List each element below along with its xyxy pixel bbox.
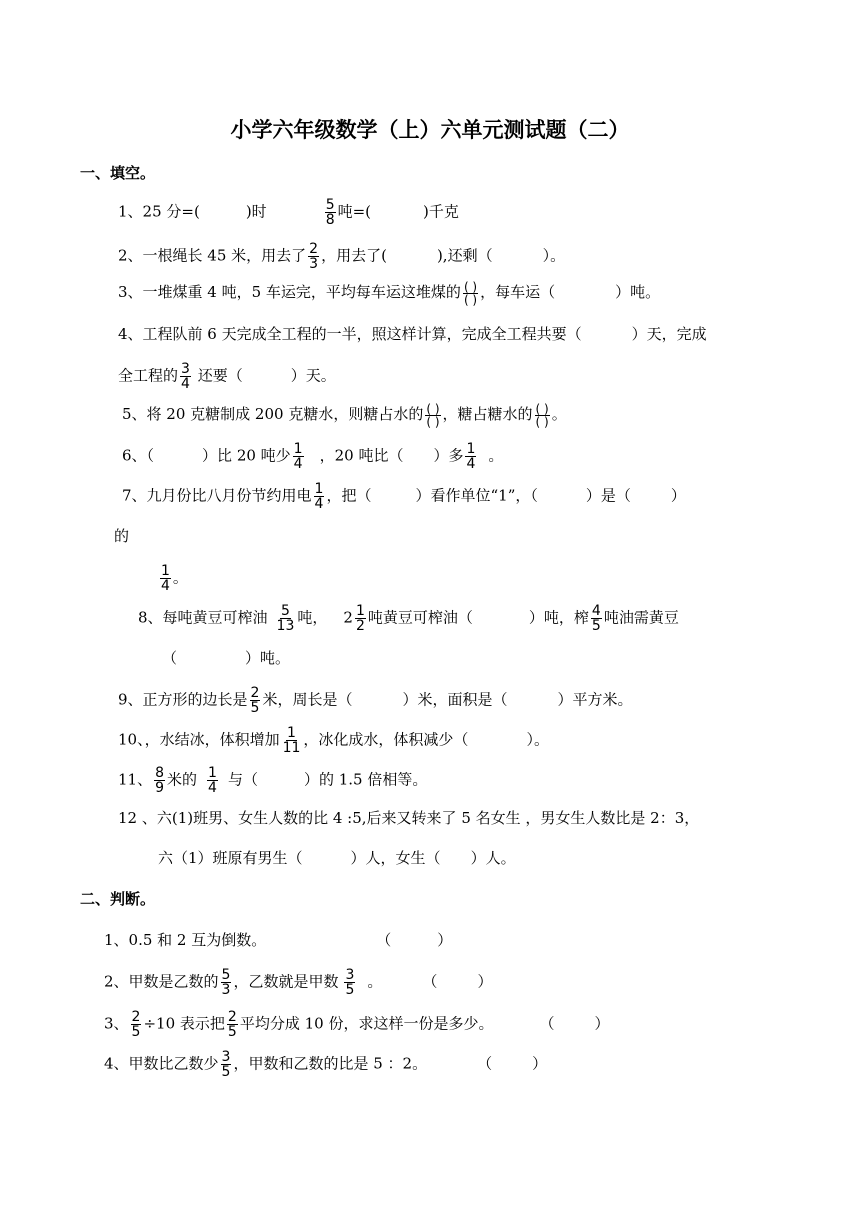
text: （ [477, 1054, 493, 1073]
text: 6、（ [122, 446, 155, 465]
fill-question-11 [118, 766, 427, 795]
fraction: $\frac{5}{8}$ [325, 197, 335, 228]
text: ),还剩（ [436, 246, 493, 265]
fill-question-3 [118, 280, 660, 306]
text: ，把（ [326, 486, 372, 505]
text: ，用去了( [321, 246, 387, 265]
text: ，糖占糖水的 [442, 405, 533, 423]
fill-question-7-cont: 的 [114, 527, 130, 545]
fraction: $\frac{4}{5}$ [591, 603, 601, 634]
fill-question-4 [118, 322, 707, 346]
page-title: 小学六年级数学（上）六单元测试题（二） [230, 118, 630, 142]
whole-number: 2 [343, 608, 353, 627]
text: 平均分成 10 份，求这样一份是多少。 [239, 1014, 494, 1033]
fill-question-7-fraction [158, 564, 188, 593]
text: ）天，完成 [631, 325, 707, 343]
text: ）吨。 [245, 649, 291, 667]
text: （ [376, 931, 392, 949]
judge-question-4 [104, 1050, 547, 1079]
fill-question-7 [122, 482, 686, 511]
fraction: $\frac{1}{4}$ [466, 441, 476, 472]
text: ）吨。 [615, 283, 661, 301]
text: 3、一堆煤重 4 吨，5 车运完，平均每车运这堆煤的 [118, 283, 461, 301]
text: ）比 20 吨少 [202, 446, 291, 465]
text: ）。 [526, 730, 549, 749]
text: 4、工程队前 6 天完成全工程的一半，照这样计算，完成全工程共要（ [118, 325, 582, 343]
text: 米的 [167, 770, 198, 789]
text: ，甲数和乙数的比是 5 ：2。 [233, 1054, 428, 1073]
fraction: $\frac{3}{4}$ [181, 361, 190, 392]
fill-question-8-cont [162, 646, 290, 670]
fill-question-5 [122, 402, 567, 428]
text: 2、一根绳长 45 米，用去了 [118, 246, 307, 265]
fill-question-2 [118, 242, 565, 271]
text: ）吨，榨 [528, 608, 589, 627]
text: ）人，女生（ [350, 849, 441, 867]
text: 5、将 20 克糖制成 200 克糖水，则糖占水的 [122, 405, 424, 423]
text: 吨=( [337, 202, 372, 221]
text: 与（ [227, 770, 258, 789]
fraction: $\frac{2}{5}$ [227, 1009, 237, 1040]
text: 2、甲数是乙数的 [104, 972, 219, 991]
text: ）天。 [290, 366, 336, 385]
fill-question-12-cont [158, 846, 516, 870]
judge-question-1 [104, 928, 452, 952]
text: ） [477, 972, 493, 991]
text: ）米，面积是（ [402, 690, 508, 709]
judge-question-3 [104, 1010, 609, 1039]
section-fill-heading: 一、填空。 [80, 164, 156, 182]
fraction: $\frac{2}{3}$ [309, 241, 319, 272]
fraction: $\frac{1}{11}$ [282, 725, 301, 756]
fraction: $\frac{8}{9}$ [155, 765, 165, 796]
text: 7、九月份比八月份节约用电 [122, 486, 312, 505]
text: 。 [367, 972, 383, 991]
fill-question-8 [138, 604, 679, 633]
text: （ [539, 1014, 555, 1033]
text: ，每车运（ [480, 283, 556, 301]
fraction: $\frac{5}{3}$ [221, 967, 231, 998]
text: ） [670, 486, 686, 505]
text: )时 [245, 202, 267, 221]
fraction: $\frac{1}{4}$ [161, 563, 170, 594]
fill-question-4-cont [118, 362, 336, 391]
text: ÷10 表示把 [143, 1014, 225, 1033]
text: 11、 [118, 770, 153, 789]
text: 。 [488, 446, 504, 465]
fill-question-10 [118, 726, 549, 755]
text: 吨油需黄豆 [603, 608, 679, 627]
fraction: $\frac{1}{4}$ [293, 441, 303, 472]
text: 全工程的 [118, 366, 179, 385]
text: 4、甲数比乙数少 [104, 1054, 219, 1073]
text: 米，周长是（ [262, 690, 353, 709]
text: ） [532, 1054, 548, 1073]
judge-question-2 [104, 968, 492, 997]
text: 六（1）班原有男生（ [158, 849, 303, 867]
text: 1、0.5 和 2 互为倒数。 [104, 931, 267, 949]
text: ）是（ [585, 486, 631, 505]
text: ）人。 [470, 849, 516, 867]
text: ）的 1.5 倍相等。 [303, 770, 428, 789]
text: （ [422, 972, 438, 991]
fraction: $\frac{3}{5}$ [345, 967, 355, 998]
fraction: $\frac{1}{4}$ [314, 481, 324, 512]
fraction: $\frac{3}{5}$ [221, 1049, 231, 1080]
text: ）看作单位“1”，（ [415, 486, 538, 505]
fraction: $\frac{1}{4}$ [208, 765, 217, 796]
fill-question-9 [118, 686, 633, 715]
fill-question-1 [118, 198, 459, 227]
text: ） [594, 1014, 610, 1033]
text: 8、每吨黄豆可榨油 [138, 608, 268, 627]
text: ，乙数就是甲数 [233, 972, 339, 991]
fraction: $\frac{1}{2}$ [355, 603, 365, 634]
text: 3、 [104, 1014, 129, 1033]
blank-fraction: $\frac{( )}{( )}$ [426, 401, 440, 429]
text: )千克 [423, 202, 459, 221]
fraction: $\frac{2}{5}$ [250, 685, 260, 716]
text: 1、25 分=( [118, 202, 200, 221]
fill-question-6 [122, 442, 503, 471]
fill-question-12: 12 、六(1)班男、女生人数的比 4 :5,后来又转来了 5 名女生 ，男女生人数比是 2：3， [118, 809, 700, 827]
blank-fraction: $\frac{( )}{( )}$ [463, 279, 478, 307]
text: ）。 [542, 246, 566, 265]
text: 。 [551, 405, 567, 423]
text: （ [162, 649, 178, 667]
fraction: $\frac{2}{5}$ [131, 1009, 141, 1040]
text: 吨， [297, 608, 328, 627]
section-judge-heading: 二、判断。 [80, 890, 156, 908]
fraction: $\frac{5}{13}$ [276, 603, 295, 634]
text: ，冰化成水，体积减少（ [303, 730, 469, 749]
text: 。 [172, 568, 188, 587]
text: 9、正方形的边长是 [118, 690, 248, 709]
text: ）多 [433, 446, 464, 465]
blank-fraction: $\frac{( )}{( )}$ [535, 401, 549, 429]
text: 吨黄豆可榨油（ [367, 608, 473, 627]
text: ）平方米。 [557, 690, 633, 709]
text: 还要（ [192, 366, 243, 385]
text: ） [437, 931, 453, 949]
text: ，20 吨比（ [319, 446, 404, 465]
text: 10、，水结冰，体积增加 [118, 730, 280, 749]
